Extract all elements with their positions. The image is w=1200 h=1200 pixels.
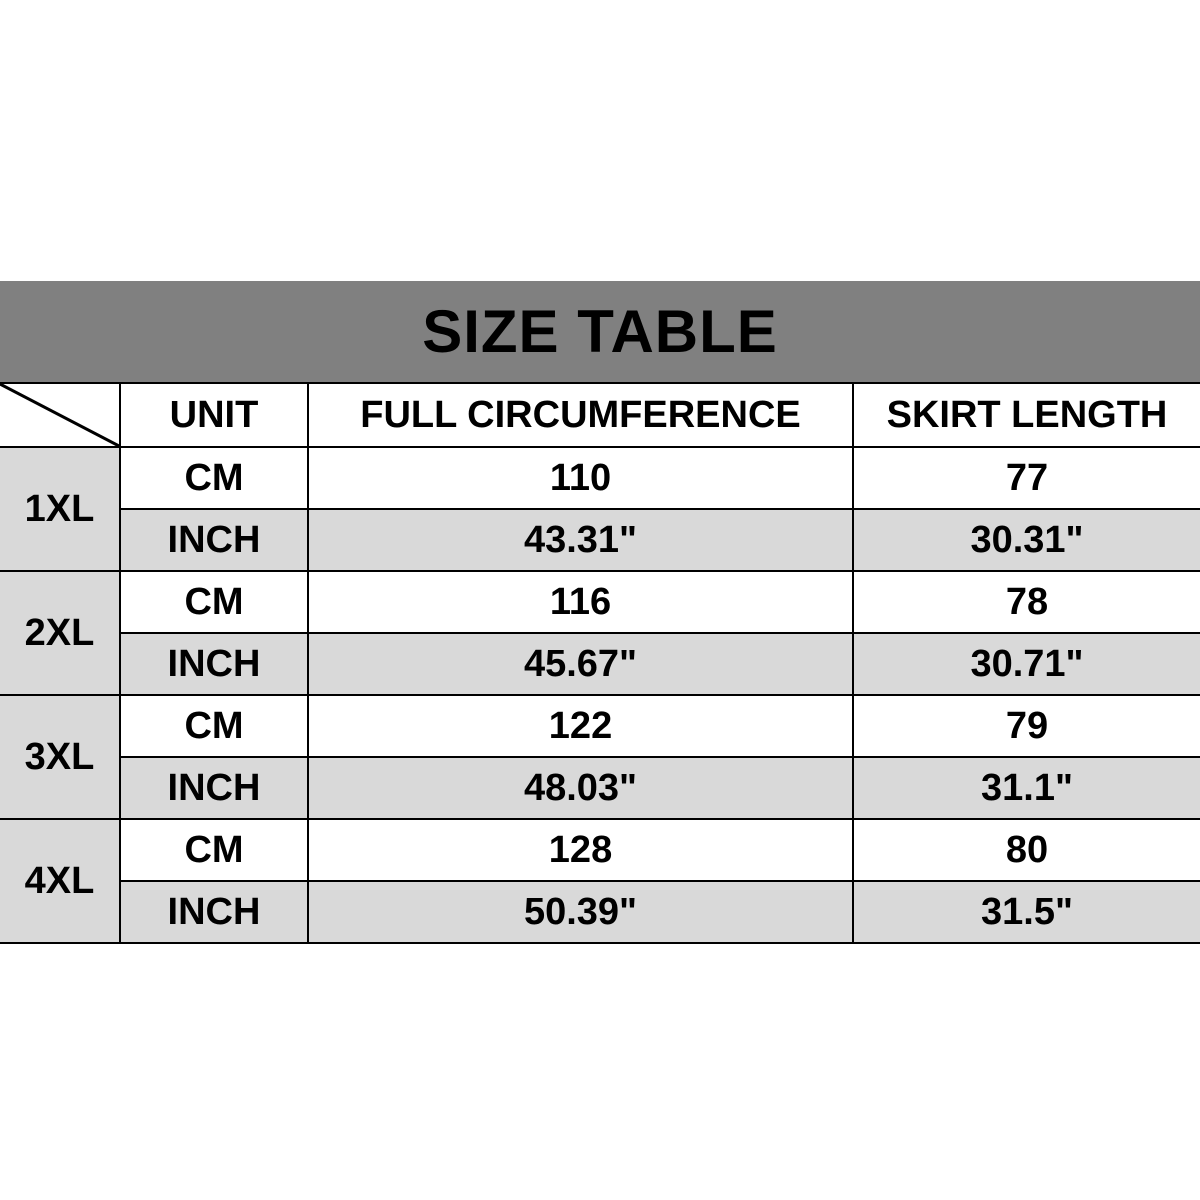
table-row [0,633,1200,695]
cell-skirt-length-cm: 79 [853,695,1200,757]
cell-full-circumference-inch: 48.03" [308,757,853,819]
page-title: SIZE TABLE [0,281,1200,383]
table-title-row [0,281,1200,383]
unit-label-inch: INCH [120,757,308,819]
cell-skirt-length-inch: 30.31" [853,509,1200,571]
cell-skirt-length-inch: 31.5" [853,881,1200,943]
table-header-row [0,383,1200,447]
cell-skirt-length-inch: 30.71" [853,633,1200,695]
size-label-1xl: 1XL [0,447,120,571]
unit-label-inch: INCH [120,881,308,943]
column-header-full-circumference: FULL CIRCUMFERENCE [308,383,853,447]
size-table [0,281,1200,944]
column-header-unit: UNIT [120,383,308,447]
cell-full-circumference-cm: 110 [308,447,853,509]
table-row [0,571,1200,633]
cell-skirt-length-inch: 31.1" [853,757,1200,819]
column-header-skirt-length: SKIRT LENGTH [853,383,1200,447]
table-row [0,447,1200,509]
table-row [0,695,1200,757]
cell-full-circumference-inch: 50.39" [308,881,853,943]
unit-label-cm: CM [120,695,308,757]
diagonal-slash-icon [0,383,120,447]
table-row [0,757,1200,819]
table-row [0,819,1200,881]
size-label-4xl: 4XL [0,819,120,943]
unit-label-cm: CM [120,819,308,881]
cell-skirt-length-cm: 78 [853,571,1200,633]
size-label-2xl: 2XL [0,571,120,695]
size-table-container [0,281,1200,944]
unit-label-inch: INCH [120,633,308,695]
cell-full-circumference-cm: 116 [308,571,853,633]
unit-label-cm: CM [120,447,308,509]
cell-full-circumference-inch: 43.31" [308,509,853,571]
unit-label-cm: CM [120,571,308,633]
cell-full-circumference-cm: 128 [308,819,853,881]
size-label-3xl: 3XL [0,695,120,819]
table-row [0,509,1200,571]
table-row [0,881,1200,943]
cell-full-circumference-cm: 122 [308,695,853,757]
unit-label-inch: INCH [120,509,308,571]
cell-skirt-length-cm: 80 [853,819,1200,881]
cell-skirt-length-cm: 77 [853,447,1200,509]
cell-full-circumference-inch: 45.67" [308,633,853,695]
